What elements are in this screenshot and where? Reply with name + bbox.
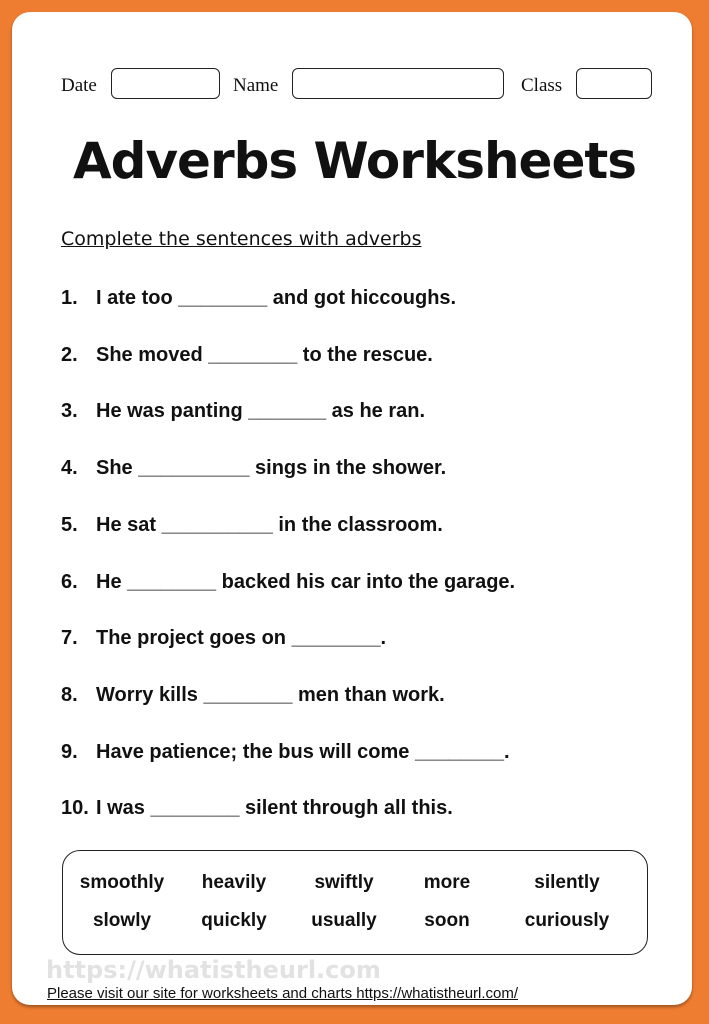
question-number: 10.: [61, 797, 89, 820]
question-item: [61, 626, 386, 650]
question-number: 5.: [61, 513, 78, 536]
question-item: [61, 343, 433, 367]
page-title: Adverbs Worksheets: [72, 132, 637, 190]
question-number: 4.: [61, 457, 78, 480]
word-bank-item: silently: [534, 872, 600, 893]
question-text: He sat __________ in the classroom.: [96, 513, 443, 536]
instruction: Complete the sentences with adverbs: [61, 228, 422, 250]
name-field[interactable]: [292, 68, 504, 99]
question-item: [61, 399, 425, 423]
word-bank-item: swiftly: [314, 872, 374, 893]
question-item: [61, 570, 515, 594]
date-label: Date: [61, 75, 97, 96]
question-text: She moved ________ to the rescue.: [96, 343, 433, 366]
word-bank-item: soon: [424, 910, 470, 931]
question-item: [61, 286, 456, 310]
class-field[interactable]: [576, 68, 652, 99]
question-text: She __________ sings in the shower.: [96, 457, 447, 480]
word-bank-item: heavily: [201, 872, 267, 893]
word-bank: [62, 850, 648, 955]
question-number: 9.: [61, 740, 78, 763]
word-bank-item: more: [423, 872, 471, 893]
name-label: Name: [233, 75, 279, 96]
class-label: Class: [521, 75, 563, 96]
question-number: 7.: [61, 627, 78, 650]
question-text: The project goes on ________.: [96, 627, 387, 650]
word-bank-item: slowly: [92, 910, 152, 931]
word-bank-item: usually: [311, 910, 377, 931]
question-text: Have patience; the bus will come ________.: [96, 740, 510, 763]
word-bank-item: quickly: [201, 910, 267, 931]
question-text: I was ________ silent through all this.: [96, 797, 453, 820]
word-bank-item: smoothly: [79, 872, 165, 893]
question-text: Worry kills ________ men than work.: [96, 683, 445, 706]
question-text: He ________ backed his car into the garage.: [96, 570, 516, 593]
question-text: I ate too ________ and got hiccoughs.: [96, 287, 457, 309]
question-item: [61, 683, 445, 707]
question-number: 8.: [61, 683, 78, 706]
question-item: [61, 796, 453, 820]
watermark-bottom: https://whatistheurl.com: [46, 956, 381, 984]
question-number: 6.: [61, 570, 78, 593]
question-number: 3.: [61, 400, 78, 423]
question-number: 1.: [61, 287, 78, 309]
date-field[interactable]: [111, 68, 220, 99]
question-text: He was panting _______ as he ran.: [96, 400, 426, 423]
footer-link[interactable]: Please visit our site for worksheets and charts https://whatistheurl.com/: [47, 985, 519, 1002]
question-item: [61, 456, 446, 480]
question-item: [61, 740, 510, 764]
question-item: [61, 513, 443, 537]
question-number: 2.: [61, 343, 78, 366]
word-bank-item: curiously: [524, 910, 610, 931]
